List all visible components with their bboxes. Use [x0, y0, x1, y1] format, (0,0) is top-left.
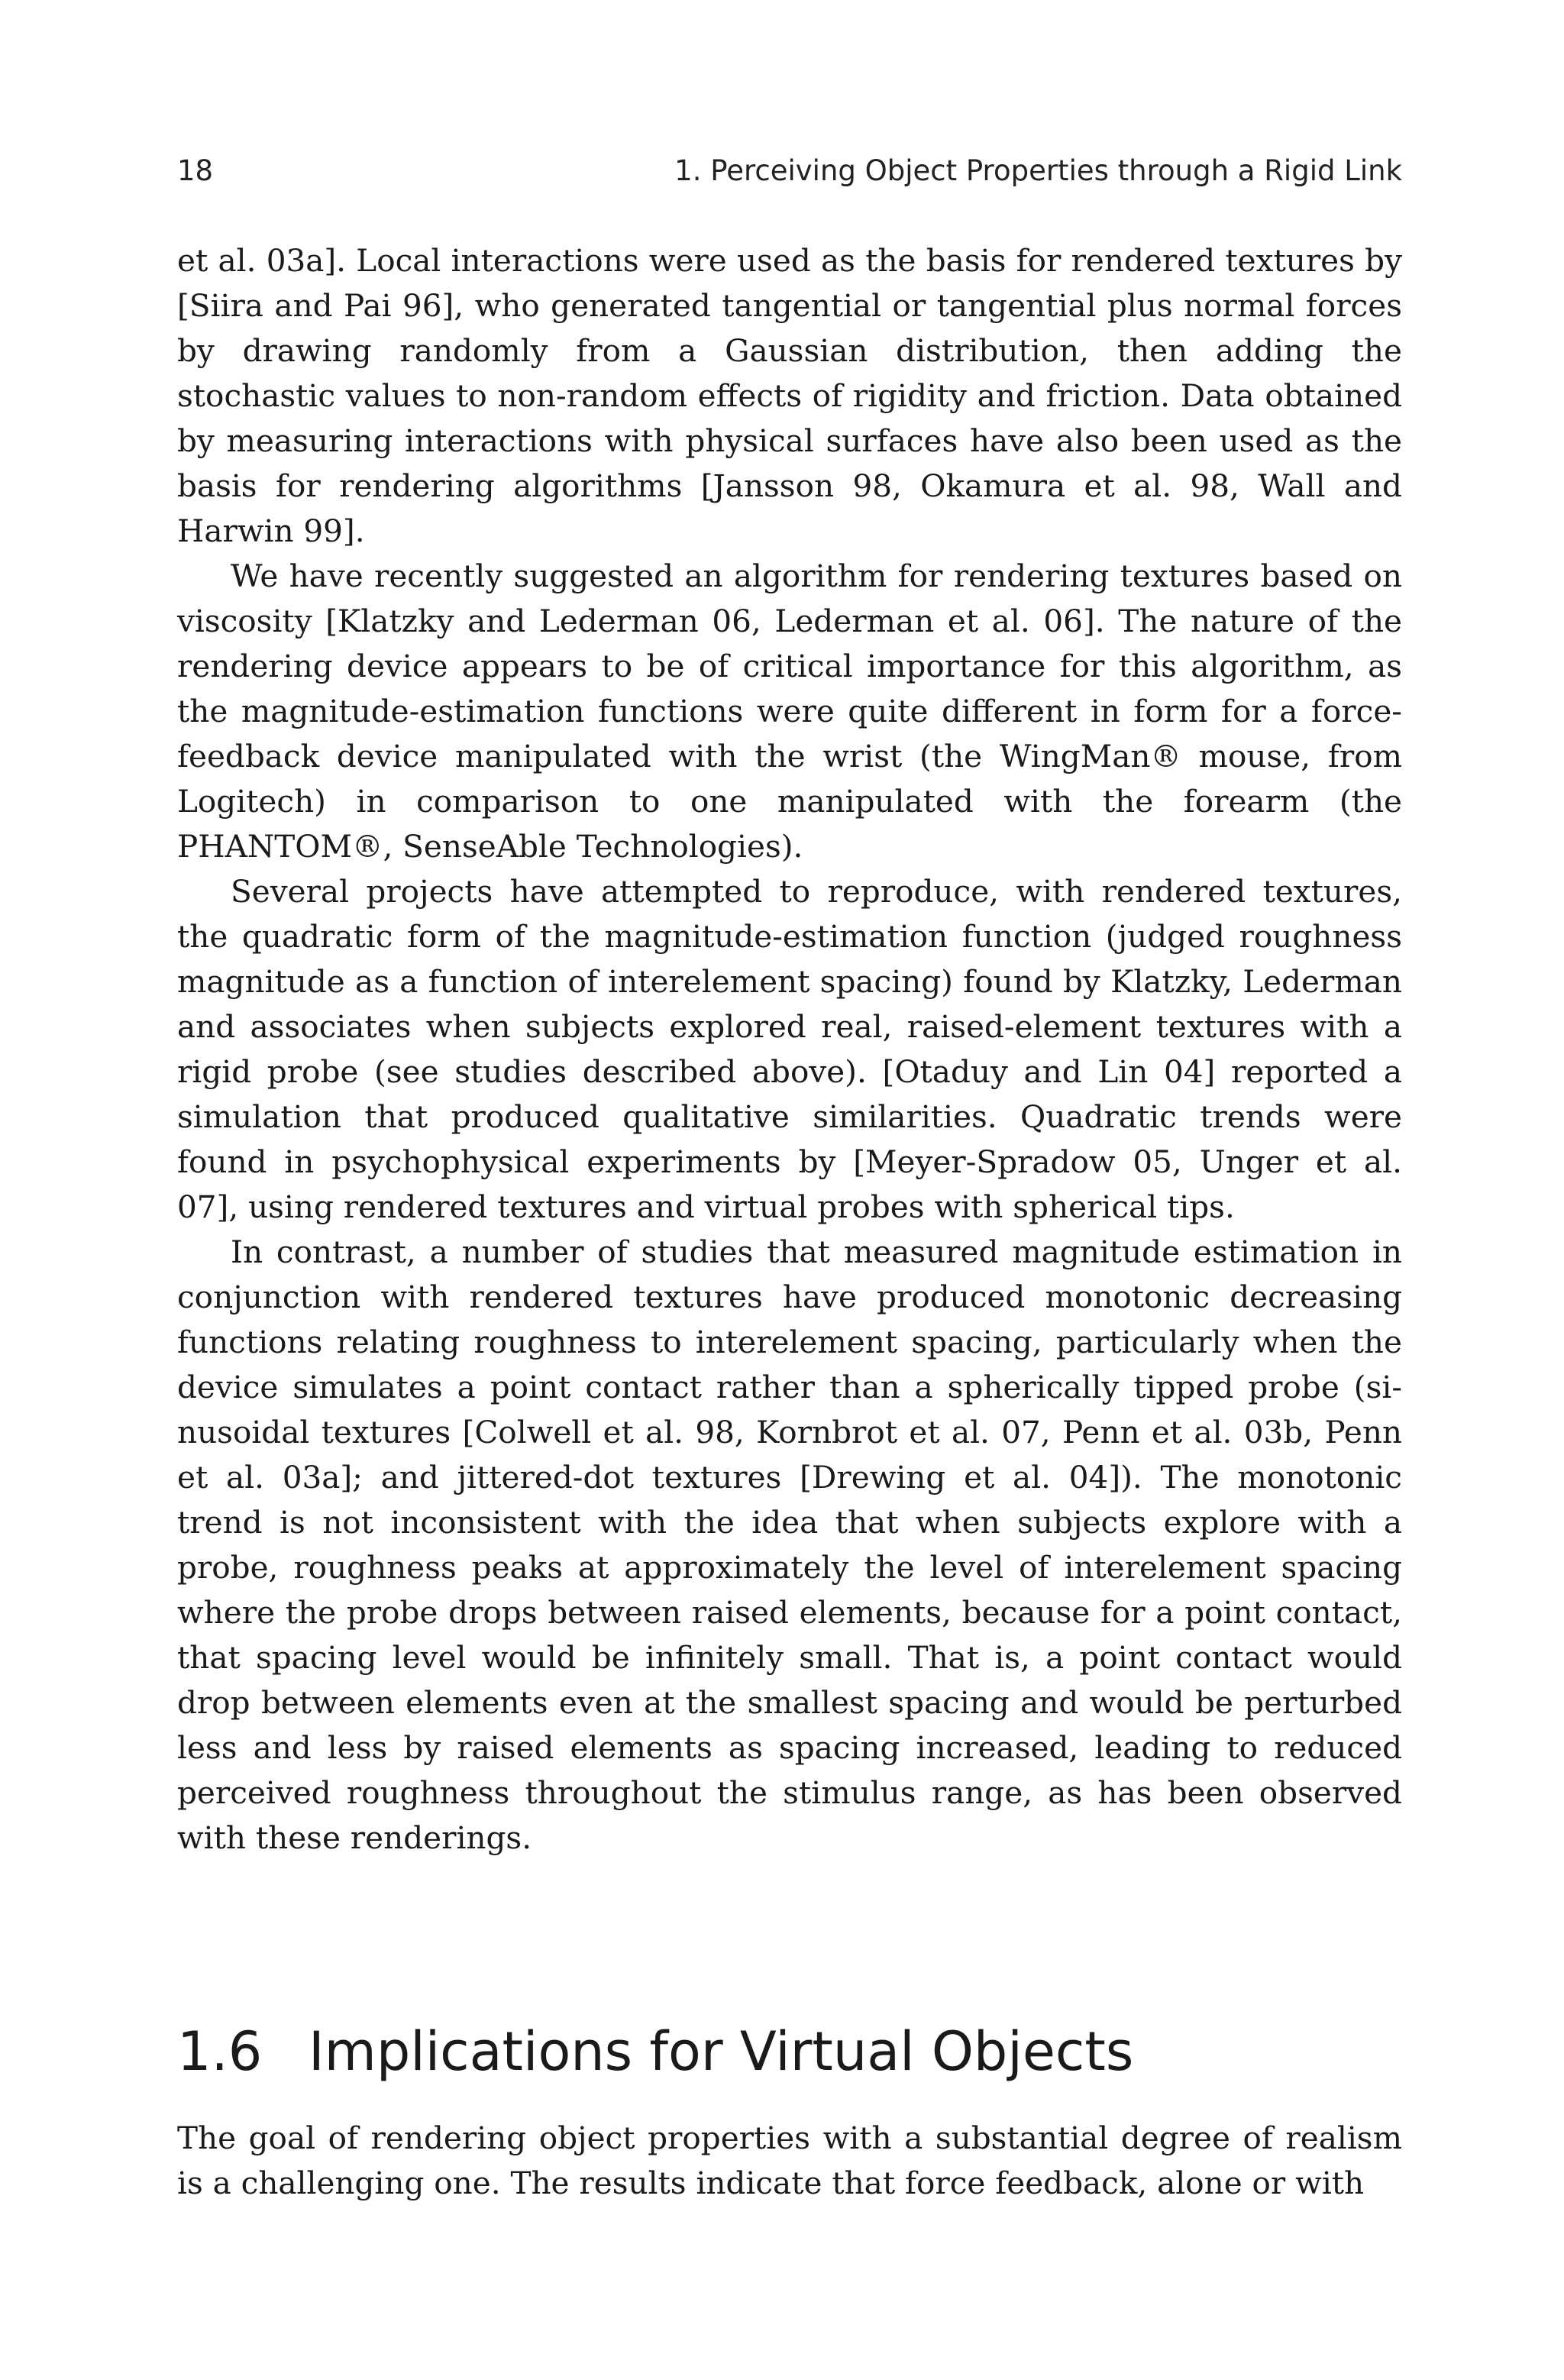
paragraph-viscosity-algorithm: We have recently suggested an algorithm for rendering textures based on viscosity [Klatzky and Lederman 06, Lederman et al. 06]. The nature of the rendering device appears to be of critical importance for this algorithm, as the magnitude-estimation functions were quite different in form for a force-feedback device manipulated with the wrist (the WingMan® mouse, from Logitech) in comparison to one manipulated with the forearm (the PHANTOM®, SenseAble Technologies).	[177, 558, 1402, 865]
running-title: 1. Perceiving Object Properties through a Rigid Link	[674, 154, 1402, 187]
section-title: Implications for Virtual Objects	[309, 2020, 1134, 2083]
section-first-paragraph: The goal of rendering object properties with a substantial degree of realism is a challenging one. The results indicate that force feedback, alone or with	[177, 2120, 1402, 2201]
section-body	[177, 2116, 1402, 2206]
paragraph-quadratic-form: Several projects have attempted to reproduce, with rendered textures, the quadratic form of the magnitude-estimation function (judged roughness magnitude as a function of interelement spacing) found by Klatzky, Lederman and associates when subjects explored real, raised-element textures with a rigid probe (see studies described above). [Otaduy and Lin 04] reported a simulation that produced qualitative similarities. Quadratic trends were found in psychophysical experiments by [Meyer-Spradow 05, Unger et al. 07], using rendered textures and virtual probes with spherical tips.	[177, 873, 1402, 1225]
running-head	[177, 150, 1402, 192]
paragraph-monotonic-decreasing: In contrast, a number of studies that measured magnitude estimation in conjunction with rendered textures have produced monotonic decreasing functions relating roughness to interelement spacing, particularly when the device simulates a point contact rather than a spherically tipped probe (sinusoidal textures [Colwell et al. 98, Kornbrot et al. 07, Penn et al. 03b, Penn et al. 03a]; and jittered-dot textures [Drewing et al. 04]). The monotonic trend is not inconsistent with the idea that when subjects explore with a probe, roughness peaks at approximately the level of interelement spacing where the probe drops between raised elements, because for a point contact, that spacing level would be infinitely small. That is, a point contact would drop between elements even at the smallest spacing and would be perturbed less and less by raised elements as spacing increased, leading to reduced perceived roughness throughout the stimulus range, as has been observed with these renderings.	[177, 1234, 1402, 1856]
section-number: 1.6	[177, 2020, 263, 2083]
page-number: 18	[177, 154, 214, 187]
paragraph-continued: et al. 03a]. Local interactions were used as the basis for rendered textures by [Siira and Pai 96], who generated tangential or tangential plus normal forces by drawing randomly from a Gaussian distribution, then adding the stochastic values to non-random effects of rigidity and friction. Data obtained by measuring interactions with physical surfaces have also been used as the basis for rendering algorithms [Jansson 98, Okamura et al. 98, Wall and Harwin 99].	[177, 242, 1402, 549]
section-heading	[177, 2013, 1402, 2090]
body-text	[177, 238, 1402, 1861]
